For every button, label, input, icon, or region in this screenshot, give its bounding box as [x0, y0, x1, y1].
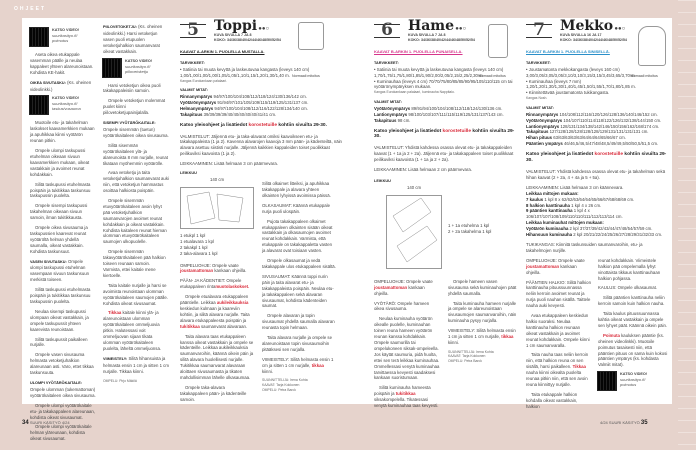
picture-page: KUVA SIVULLA 7 JA 8	[214, 32, 252, 37]
page-number: 34	[22, 420, 29, 426]
paragraph: Silitä taskupussi etuhelmasta poispäin ja tukitikkaa taskunsuu taskupussin puolelta.	[30, 287, 91, 304]
highlight: korostetuille	[594, 152, 624, 158]
paragraph: Avaa vetoketju ja taita vetoketjuhalkion saumanvarat auki niin, että vetoketjun hammastus osoittaa halkiosta poispäin.	[103, 170, 169, 194]
measure-label: Vyötärönympärys	[374, 105, 411, 111]
difficulty-indicator: ●●○	[455, 26, 467, 32]
paragraph: Ompele taka-alavara takakappaleen pään- ja kädenteille samoin.	[180, 384, 247, 402]
qr-code-icon	[103, 59, 121, 77]
paragraph: Taita etukappale halkion kohdalla oikeat vastakkain, halkion	[526, 391, 578, 409]
paragraph: VYÖTÄRÖ: Ompele hameen oikea sivusauma.	[374, 300, 430, 312]
text: Ompele sisemmän (tuetun) vyötärökaitaleen oikea sivusauma.	[103, 126, 169, 138]
hame-section	[374, 18, 520, 413]
fit-label: Normaali mitoitus	[292, 74, 320, 78]
credit: KAAVAT: Tarja Kokkonen	[448, 354, 486, 359]
video-title: KATSO VIDEO!	[52, 28, 80, 32]
preparation: VALMISTELUT: Yhdistä kahdessa osassa olevat etu- ja takahelman sekä hihan kaavat (2 + 2a, 4 + 4a ja 5 + 5a).	[526, 169, 666, 180]
video-link[interactable]	[30, 28, 96, 46]
subheading: TARVIKKEET:	[526, 60, 551, 65]
paragraph: Silitä olkaimet litteiksi, ja apuhikkaa takakappale ja alavara yhteen olkainten lyhyissä avoimissa päissä.	[262, 181, 331, 198]
text: kohtiin sivuilta 29-30.	[374, 128, 515, 140]
piece-label: 9 pääntien kanttinauha	[526, 208, 573, 214]
paragraph: reunat kohdakkain. Viimeistele halkion pää ompelemalla lyhyt vinottaista tikkaus kanttinauhaan halkion pohjassa.	[598, 257, 661, 281]
text: OMPELUOHJE: Ompele vaate	[374, 278, 433, 284]
paragraph: Ompele oikea sivusauma ja taskupussien kaarevat reunat vyötäröltä helman yhdellä saumalla, oikeat vastakkain. Kohdista taskunsuut.	[30, 225, 88, 254]
sizes: KOKO: 34/36/38/40/42/44/46/48/50/52/54	[214, 37, 281, 42]
paragraph: Harsi vetoketjun oikea puoli takakappaleisiin samoin.	[103, 82, 161, 94]
fabric-source: Kangas Eurokankaan palalaari.	[180, 78, 228, 83]
highlight: korostetuille	[442, 128, 472, 134]
fabric-width: 140 cm	[209, 177, 225, 182]
text: kaitale kiinni ylä- ja alareunoistaan ulomman vyötärökaitaleen ommeljuovia pitkin. Halutessasi voit ommeljuovan sijaan tikata ulomman vyötärökaitaleen puolelta, läheltä ommeljuonsa.	[103, 310, 162, 351]
pattern-pieces-icon	[387, 196, 441, 268]
left-column-1	[30, 24, 96, 446]
paragraph: Avaa etukappaleen keskiedun halkio suoraksi. Neulaa kanttinauha halkion reunaan oikeat vastakkain ja avoimet reunat kohdakkain. Ompele kiinni 1 cm saumanvaralla.	[526, 313, 590, 348]
qr-code-icon	[598, 372, 616, 390]
credits: OMPELU: Pirjo Mäkilä	[103, 378, 137, 383]
difficulty-indicator: ●●○	[614, 26, 626, 32]
text: OMPELUOHJE: Ompele vaate	[180, 262, 239, 268]
paragraph: Neulaa sisempi taskupussi ulompaan oikeat vastakkain, ja ompele taskupussit yhteen kaarevista reunoistaan.	[30, 308, 89, 332]
paragraph: Taita kaulus pituussuunnassa kahtia oikeat vastakkain ja ompele sen lyhyet päät. Käännä oikein päin.	[598, 311, 668, 328]
paragraph: Ompele ulompi taskupussi etuhelman oikeaan sivuun kaavamerkkien mukaan, oikeat vastakkain ja avoimet reunat kohdakkain.	[30, 148, 90, 177]
sizes: KOKO: 34/36/38/40/42/44/46/48/50/52/54	[560, 37, 627, 42]
pattern-sheet-link: KAAVAT B-ARKIN 1. PUOLELLA PUNAISELLA.	[374, 48, 463, 54]
paragraph: Ompele ulompi vyötärökaitale helman yläreunaan, kohdista oikeat sivusaumat.	[30, 424, 92, 442]
paragraph: Taita alavara nurjalle ja ompele se alareunoistaan topin sivusaumoihin pitääksesi sen nurjalla.	[262, 335, 332, 352]
subheading: TARVIKKEET:	[374, 60, 399, 65]
video-path: poimutus	[52, 38, 69, 43]
measure-label: Pääntien ympärys	[526, 141, 563, 147]
piece-label: 7 kaulus	[526, 196, 544, 202]
cutting: LEIKKAAMINEN: Lisää helmaan 2 cm päärmevara.	[374, 167, 472, 173]
text: Silitä kuminauha hameesta poispäin ja	[374, 385, 431, 397]
subheading: SISEMPI VYÖTÄRÖKAITALE:	[103, 121, 156, 126]
subheading: LEIKKUU	[180, 171, 197, 176]
subheading: PIILOVETOKETJU:	[103, 25, 137, 29]
measurements	[526, 112, 668, 147]
cutting-layout-diagram	[180, 187, 254, 229]
section-label: OHJEET	[14, 6, 47, 12]
measure-value: 89/91/94/100/104/108/112/118/124/130/136 cm.	[411, 105, 503, 111]
picture-page: KUVA SIVULLA 7 JA 8	[408, 32, 446, 37]
pattern-sheet-link: KAAVAT B-ARKIN 1. PUOLELLA SINISELLÄ.	[526, 48, 610, 54]
credit: KAAVAT: Tarja Kokkonen	[262, 383, 300, 388]
pattern-number: 7	[526, 24, 552, 38]
highlight: tikkaa	[501, 334, 514, 340]
paragraph: Ompele alavaran ja topin sivusaumat yhdellä saumalla alavaran reunasta topin helmaan.	[262, 313, 335, 331]
highlight: muotolaskokset.	[215, 284, 250, 290]
video-url: suurikasityo.fi/	[52, 101, 78, 107]
piece-label: Vyötärön kuminauha	[526, 226, 569, 232]
highlight: Tikkaa	[572, 364, 586, 370]
highlight: joustamattoman	[180, 268, 214, 274]
cutting: LEIKKAAMINEN: Lisää helmaan 3 cm päärmevara.	[180, 161, 278, 167]
measure-value: 104/107/110/114/118/122/126/132/138/144/150 cm.	[563, 117, 662, 123]
subheading: Leikkaa mittojen mukaan:	[526, 190, 579, 196]
measure-label: Hihan pituus	[526, 135, 553, 141]
hame-sketch-icon	[488, 24, 508, 58]
paragraph: Ompele hameen vasen sivusauma sekä kuminauhojen päät yhdellä saumalla.	[448, 278, 517, 296]
paragraph: Aseta oikea etukappale vasemman päälle ja neulaa kappaleet yhteen alareunoistaan. Kohdista KE-hakit.	[30, 52, 94, 75]
piece-value: 1 kpl 8 x 62/62/63/64/64/65/66/67/68/68/69 cm.	[544, 196, 635, 202]
paragraph: Taita alavara taas etukappaleen kanssa oikeat vastakkain ja ompele se kädenteille. Leikkaa aukileikkauksia saumanvaroihin, käännä oikein päin ja silitä alavara huolellisesti nurjalle. Tukitikkaa saumanvarat alavaraan aloittaen sivusaumasta ja tikaten mahdollisimman lähelle olkasaumaa.	[180, 333, 254, 380]
credit: OMPELU: Petra Barck	[262, 387, 296, 392]
paragraph: Pujota takakappaleen olkaimet etukappaleen olkainten sisään oikeat vastakkain ja olkasaumojen avoimet reunat kohdakkain. Varmista, että etukappale on takakappaletta vasten ja alavarat ovat toisiaan vasten.	[262, 218, 333, 254]
text: OMPELUOHJE: Ompele vaate	[526, 257, 585, 263]
text: PÄÄN- JA KÄDENTIET: Ompele etukappaleen rinta	[180, 278, 242, 290]
measure-value: 46/46,5/46,5/47/48/48,5/49/49,5/50/50,5/51,5 cm.	[563, 141, 659, 147]
measure-value: 98 cm.	[397, 117, 411, 123]
text: kankaan ohjeilla.	[374, 284, 425, 296]
piece: 1 + 1a etuhelma 1 kpl	[448, 222, 490, 228]
credit: OMPELU: Petra Barck	[448, 359, 482, 364]
footer-right	[600, 420, 648, 426]
piece-value: 1 kpl 4 x 106/107/107/108/109/110/110/111/112/113/114 cm.	[526, 208, 623, 220]
subheading: OIKEA SIVUTASKU:	[30, 80, 66, 85]
supplies: • Satiinia tai muuta kevyttä ja laskeutuvaa kangasta (leveys 140 cm) 1,70/1,75/1,75/1,80/1,85/1,90/2,00/2,05/2,15/2,25/2,30 m.	[374, 66, 504, 78]
measure-label: Vyötärönympärys	[526, 117, 563, 123]
highlight: tukitikkaa	[395, 391, 416, 397]
paragraph: Silitä pääntien kanttinauha neliin kerroin samoin kuin halkion nauha.	[598, 295, 665, 307]
measure-label: Takapituus	[526, 129, 549, 135]
measure-label: Rinnanympärys	[526, 111, 559, 117]
highlight: joustamattoman	[374, 284, 408, 290]
piece-value: 1 kpl 4 x 26 cm.	[571, 202, 602, 208]
video-path: taskusivusauma	[52, 106, 81, 112]
text: VIIMEISTELY: Silitä helmasta ensin 1 cm ja sitten 1 cm nurjalle,	[262, 356, 334, 368]
video-url: suurikasityo.fi/	[52, 33, 78, 38]
measurements	[374, 106, 520, 124]
video-url: suurikasityo.fi/	[125, 63, 151, 69]
subheading: VIIMEISTELY:	[103, 356, 128, 361]
text: kauluksen pääntie (ks. oheinen videolinkki). Muotoile poimutus tasaisesti niin, että pääntien pituus on sama kuin kokosi pääntien ympärys (ks. kohdasta Valmiit mitat).	[598, 332, 668, 368]
text: Taita nauha taas neliin kerroin niin, että halkion reuna on sen sisällä, harsi paikalleen.	[526, 352, 589, 370]
paragraph: Ompele vetoketjun molemmat puolet kiinni piilovetoketjupainijalalla.	[103, 98, 166, 116]
text: Ompele ulompi taskupussi etuhelman vasempaan sivuun taskunsuun merkistä toiseen.	[30, 258, 90, 283]
pattern-number: 6	[374, 24, 400, 38]
paragraph: OLKASAUMAT: Käännä etukappale nurja puoli ulospäin.	[262, 202, 330, 214]
subheading: VASEN SIVUTASKU:	[30, 259, 67, 264]
preparation: VALMISTELUT: Yhdistä kahdessa osassa olevat etu- ja takakappaleiden kaavat (1 + 1a ja 2 + 2a). Jäljennä etu- ja takakappaleen toiset puolikkaat peilikuviksi kaavoista (1 + 1a ja 2 + 2a).	[374, 145, 514, 163]
general-instructions-note	[180, 123, 342, 129]
subheading: Leikkaa kuminauhat mittojen mukaan:	[526, 220, 604, 226]
subheading: TARVIKKEET:	[180, 60, 205, 65]
toppi-section	[180, 18, 342, 407]
measure-label: Lantionympärys	[526, 123, 560, 129]
paragraph: Ompele sisempi taskupussi takahelman oikeaan sivuun samoin, ilman tukitikkausta.	[30, 203, 88, 221]
text: Katso yleisohjeet ja lisätiedot	[526, 152, 594, 158]
left-column-2	[103, 24, 169, 387]
piece: 2 takakpl 1 kpl	[180, 244, 208, 250]
measure-value: 94/97/100/104/108/112/118/124/130/136/142 cm.	[213, 94, 307, 100]
paragraph: Ompele sisemmän etuvyötärökaitaleen avoin lyhyt pää vetoketjuhalkion saumanvarojen avoimet reunat kohdakkain ja oikeat vastakkain. Kohdista kaitaleen reunat hieman ulomman etuvyötärökaitaleen saumojen ulkopuolelle.	[103, 198, 167, 245]
fabric-width: 140 cm	[406, 184, 422, 190]
pattern-title: Toppi	[214, 18, 258, 34]
page-number: 35	[640, 420, 648, 426]
paragraph: Silitä sisemmän vyötärökaitaleen ylä- ja alareunoista 8 mm nurjalle, reunat tikataan myöhemmin vyötärölle.	[103, 142, 168, 166]
measure-label: Vyötärönympärys	[180, 99, 217, 105]
piece: 1 etualavara 1 kpl	[180, 238, 214, 244]
paragraph: Neulaa kuminauha vyötärön oikealle puolelle, kuminauhan toinen reuna hameen vyötärön reunan kanssa kohdakkain. Ompele saumurilla tai ompelukoneen siksak-ompeleella. Jos käytät saumuria, pidä huolta, ettei sen terä leikkaa kuminauhaa. Ommellessasi venytä kuminauhaa tarvittaessa kevyesti saadaksesi kankaan suoristumaan.	[374, 316, 440, 381]
paragraph: Muotoile etu- ja takahelman laskokset kaavamerkkien mukaan ja apuhikkaa kiinni vyötärön reunan pitkin.	[30, 120, 95, 144]
preparation: VALMISTELUT: Jäljennä etu- ja taka-alavarat omiksi kaavoikseen etu- ja takakappaleista (1 ja 2). Kavenna alavarojen kaavoja 3 mm pään- ja kädenteiltä, näin alavara asettuu siististi nurjalle. Jäljennä kaikkien kappaleiden toiset puolikkaat peilikuviksi kaavoista (1 ja 2).	[180, 133, 342, 157]
measure-value: 39/39/39/39/40/40/40/40/40/41/41 cm.	[203, 111, 277, 117]
video-title: KATSO VIDEO!	[620, 372, 648, 377]
paragraph: Ompele sisemmän takavyötärökaitaleen pää halkion toiseen reunaan samoin. Varmista, ettei kaitale mene kiertoelle.	[103, 249, 166, 278]
paragraph: Ompele vasen sivusauma helmasta vetoketjuhalkion alareunaan asti. Varo, ettet tikkaa taskunsuuta.	[30, 352, 94, 376]
paragraph: KAULUS: Ompele olkasaumat.	[598, 285, 657, 291]
highlight: aukileikkauksia	[216, 300, 249, 306]
text: kankaan ohjeilla.	[526, 263, 577, 275]
text: Ompele etualavara etukappaleen pääntielle. Leikkaa	[180, 294, 249, 306]
qr-code-icon	[30, 28, 48, 46]
text: Katso yleisohjeet ja lisätiedot	[180, 122, 248, 128]
video-url: suurikasityo.fi/	[620, 377, 646, 383]
highlight: joustamattoman	[526, 263, 560, 269]
paragraph: Taita kuminauha hameen nurjalle ja ompele se alareunoistaan sivusaumojen saumanvaroihin, näin kuminauha pysyy nurjalla.	[448, 300, 517, 324]
video-link[interactable]	[30, 96, 96, 114]
paragraph: Silitä taskupussi etuhelmasta poispäin ja tukitikkaa taskunsuu taskupussin puolelta.	[30, 181, 91, 199]
pattern-pieces-icon	[181, 188, 253, 228]
measure-value: 63/63/63/63/63/64/64/64/65/66/67 cm.	[553, 135, 626, 141]
subheading: VALMIIT MITAT:	[374, 99, 402, 104]
general-instructions-note	[374, 129, 520, 141]
measure-label: Lantionympärys	[374, 111, 408, 117]
highlight: Tikkaa	[108, 310, 122, 316]
piece-value: 2 kpl 20/21/22/24/25/26/27/28/29/31/32/33 cm.	[573, 232, 663, 238]
magazine-issue: 4/24 SUURI KÄSITYÖ	[600, 420, 640, 425]
subheading: VALMIIT MITAT:	[526, 105, 554, 110]
supplies: • Satiinia tai muuta kevyttä ja laskeutuvaa kangasta (leveys 140 cm) 1,00/1,00/1,00/1,00/1,05/1,05/1,10/1,15/1,20/1,30/1,40 m.	[180, 66, 310, 78]
credit: SUUNNITTELIJA: Irena Kohta	[262, 378, 308, 383]
qr-code-icon	[30, 96, 48, 114]
sizes: KOKO: 34/36/38/40/42/44/46/48/50/52/54	[408, 37, 475, 42]
measure-value: 104/108/112/116/120/126/128/136/140/146/152 cm.	[559, 111, 658, 117]
paragraph: SIVUSAUMAT: Käännä toppi nurin päin ja taita alavarat etu- ja takakappaleista poispäin. Neulaa etu- ja takakappaleen sekä alavaran sivusaumat, kohdista kädenteiden saumat.	[262, 273, 334, 309]
text: kiinni.	[448, 339, 459, 345]
credits	[448, 350, 518, 364]
text: (Ks. oheinen videolinkki.) Harsi vetoketjun vasen puoli etupuolen vetoketjuhalkion saumanvarat oikeat vastakkain.	[103, 24, 163, 54]
interfacing: TUKIKANGAS: Kiinnitä taskunsuiden saumanvaroihin, etu- ja takahelmojen nurjille.	[526, 241, 643, 253]
piece-label: Hihansuun kuminauha	[526, 232, 573, 238]
text: Katso yleisohjeet ja lisätiedot	[374, 128, 442, 134]
measure-value: 128/131/134/138/142/146/150/156/162/168/174 cm.	[560, 123, 660, 129]
mekko-sketch-icon	[638, 26, 666, 66]
piece: 1 etukpl 1 kpl	[180, 232, 206, 238]
piece: 2 taka-alavara 1 kpl	[180, 250, 218, 256]
difficulty-indicator: ●●○	[258, 26, 270, 32]
measurements	[180, 94, 342, 118]
pattern-title: Hame	[408, 18, 455, 34]
measure-value: 94/97/100/104/108/112/116/122/128/134/140 cm.	[214, 105, 308, 111]
subheading: LEIKKUU	[374, 179, 391, 183]
measure-label: Takapituus	[374, 117, 397, 123]
credit: SUUNNITTELIJA: Irena Kohta	[448, 349, 494, 354]
general-instructions-note	[526, 152, 668, 164]
highlight: korostetuille	[248, 122, 278, 128]
pattern-number: 5	[180, 24, 206, 38]
fabric-source: Kangas Nosh.	[526, 96, 548, 101]
paragraph: Silitä taskupussit paikalleen nurjalle.	[30, 336, 88, 348]
subheading: VALMIIT MITAT:	[180, 88, 208, 93]
cut-list	[526, 191, 668, 238]
piece-label: 8 halkion kanttinauha	[526, 202, 570, 208]
video-link[interactable]	[103, 59, 169, 77]
credits	[262, 378, 336, 392]
fit-label: Normaali mitoitus	[478, 74, 506, 78]
mekko-section	[526, 18, 668, 414]
magazine-issue: SUURI KÄSITYÖ 4/24	[29, 420, 70, 425]
text: Silitä hihansuista ja helmasta ensin 1 cm ja sitten 1 cm nurjalle. Tikkaa kiinni.	[103, 355, 169, 374]
ruler-decoration	[678, 0, 696, 450]
supplies: • Joustamatonta mekkokangasta (leveys 160 cm) 3,00/3,05/3,05/3,05/3,10/3,10/3,15/3,15/3,45/3,65/3,70 m.	[526, 66, 636, 78]
measure-value: 98/100/103/107/111/115/119/125/131/137/143 cm.	[408, 111, 504, 117]
text: siksakompelella. Tikatessasi venytä kuminauhaa taas kevyesti.	[374, 397, 439, 409]
video-link[interactable]	[598, 372, 668, 390]
fit-label: Normaali mitoitus	[630, 74, 658, 78]
subheading: ULOMPI VYÖTÄRÖKAITALE:	[30, 380, 83, 385]
highlight: Poimuta	[603, 332, 620, 338]
cutting-layout-diagram	[386, 195, 442, 269]
supplies: • Kiinnitettävää joustamatonta tukikangasta.	[526, 90, 610, 96]
pattern-title: Mekko	[560, 18, 614, 34]
cutting: LEIKKAAMINEN: Lisää helmaan 3 cm käännevara.	[526, 184, 624, 190]
pattern-sheet-link: KAAVAT A-ARKIN 1. PUOLELLA MUSTALLA.	[180, 48, 265, 54]
text: keskiedun kulmaan ja kaareviin kohtiin, ja silitä alavara nurjalle. Taita alavara etukappaleesta poispäin ja	[180, 305, 250, 323]
measure-label: Helmanympärys	[180, 105, 214, 111]
supplies: • Kuminauhaa (leveys 4 cm) 70/70/75/80/85/85/90/95/105/110/115 cm tai vyötärönympäryksen mukaan.	[374, 78, 513, 90]
piece: 2 + 2a takahelma 1 kpl	[448, 228, 492, 234]
paragraph: Taita kaitale nurjalle ja harsi se avoimista reunoistaan ulomman vyötärökaitaleen saumojen päälle. Kohdista oikeat sivusaumat.	[103, 282, 168, 306]
picture-page: KUVA SIVULLA 16 JA 17	[560, 32, 602, 37]
toppi-sketch-icon	[298, 22, 324, 50]
measure-value: 91/94/97/101/105/109/115/119/125/131/137 cm.	[217, 99, 309, 105]
text: saumanvarat alavaraan.	[201, 323, 248, 329]
footer-left	[22, 420, 70, 426]
highlight: tukitikkaa	[180, 323, 200, 329]
supplies: • Kuminauhaa (leveys 7 mm) 1,20/1,20/1,30/1,30/1,40/1,45/1,50/1,55/1,70/1,80/1,85 m.	[526, 78, 636, 90]
text: kiinni.	[262, 368, 273, 374]
text: VIIMEISTELY: Silitä helmasta ensin 1 cm ja sitten 1 cm nurjalle,	[448, 328, 516, 340]
text: kankaan ohjeilla.	[214, 268, 247, 274]
text: nauha kiinni oikealta puolelta reunaa pitkin niin, että sen avoin reuna kiinnittyy nurjalle.	[526, 370, 588, 387]
video-title: KATSO VIDEO!	[125, 58, 153, 63]
video-title: KATSO VIDEO!	[52, 96, 80, 101]
fabric-source: Kangas Eurokankaan palalaari, kuminauha Nappitalo.	[374, 90, 455, 95]
paragraph: Ompele olkasaumat ja vedä takakappale ulos etukappaleen sisältä.	[262, 258, 336, 269]
paragraph: PÄÄNTIEN HALKIO: Silitä halkion kanttinauha pituussuunnassa neliin kerroin avoimet reunat ja nurja puoli nauhan sisällä. Taittele nauha auki kevyesti.	[526, 279, 591, 309]
measure-label: Takapituus	[180, 111, 203, 117]
video-path: poimutus	[620, 382, 637, 388]
measure-label: Rinnanympärys	[180, 94, 213, 100]
highlight: tikkaa	[311, 362, 324, 368]
text: (Ks. oheinen videolinkki.)	[30, 79, 92, 92]
text: Ompele ulomman (tukemattoman) vyötärökaitaleen oikea sivusauma.	[30, 386, 96, 398]
piece-value: 2 kpl 37/37/39/42/43/44/47/48/54/57/59 cm.	[569, 226, 653, 232]
measure-value: 127/128/128/128/128/128/129/131/131/131/131 cm.	[549, 129, 649, 135]
paragraph: Ompele ulompi vyötärökaitale etu- ja takakappaleen alareunaan, kohdista oikeat sivusaumat.	[30, 402, 95, 420]
video-path: piilovetoketju	[125, 68, 149, 74]
text: kohtiin sivuilta 29-30.	[278, 122, 327, 128]
text: kohtiin sivuilta 29-30.	[526, 152, 667, 164]
